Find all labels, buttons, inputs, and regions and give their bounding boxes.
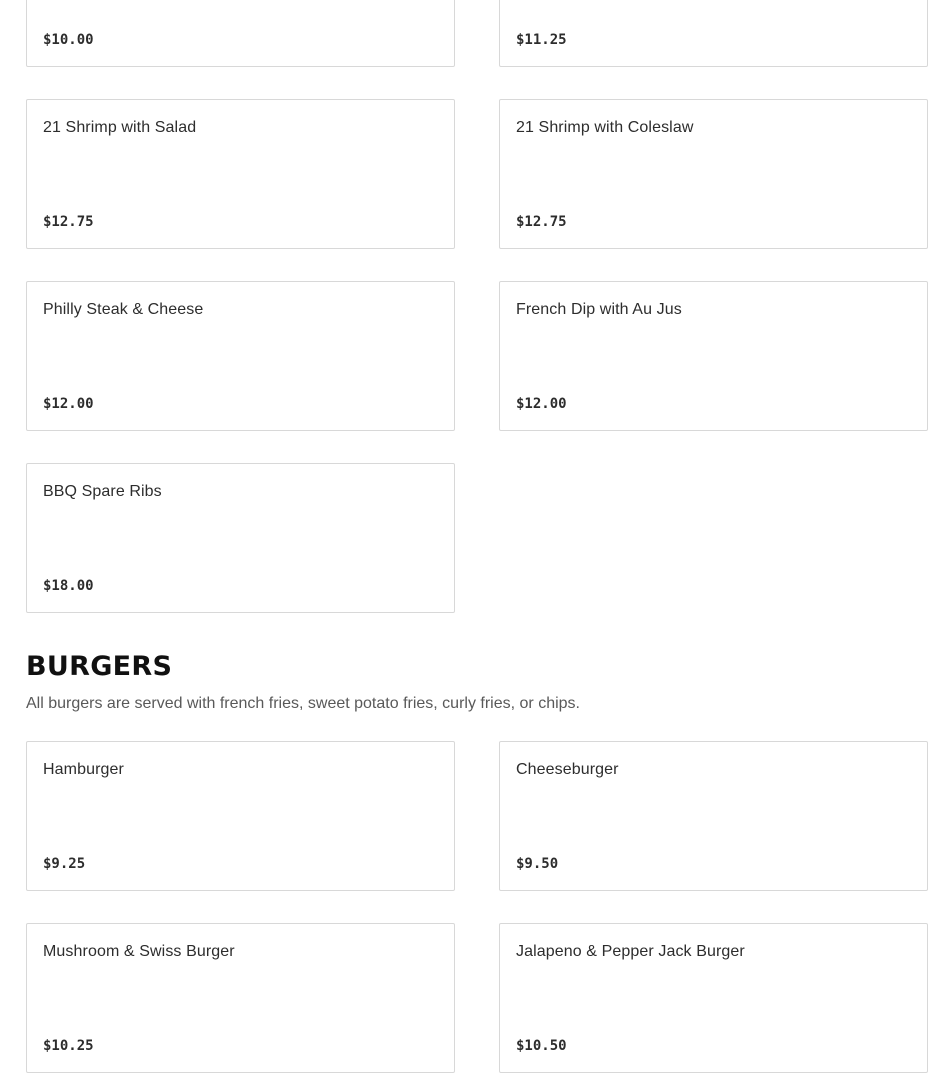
menu-item-price: $10.50 <box>516 1038 567 1054</box>
menu-item-card[interactable] <box>499 923 928 1073</box>
menu-item-price: $11.25 <box>516 32 567 48</box>
menu-item-price: $12.75 <box>43 214 94 230</box>
menu-item-name: 21 Shrimp with Salad <box>43 119 197 136</box>
menu-item-price: $9.25 <box>43 856 86 872</box>
menu-item-card[interactable] <box>26 463 455 613</box>
menu-item-price: $12.75 <box>516 214 567 230</box>
menu-item-card[interactable] <box>26 281 455 431</box>
menu-item-name: Philly Steak & Cheese <box>43 301 204 318</box>
menu-item-card[interactable] <box>26 741 455 891</box>
menu-item-name: 21 Shrimp with Coleslaw <box>516 119 694 136</box>
menu-item-name: Jalapeno & Pepper Jack Burger <box>516 943 745 960</box>
menu-item-card[interactable] <box>26 0 455 67</box>
menu-item-card[interactable] <box>26 923 455 1073</box>
section-description: All burgers are served with french fries, sweet potato fries, curly fries, or chips. <box>26 695 580 712</box>
menu-item-price: $18.00 <box>43 578 94 594</box>
menu-item-price: $12.00 <box>516 396 567 412</box>
menu-item-name: French Dip with Au Jus <box>516 301 682 318</box>
menu-item-name: Cheeseburger <box>516 761 619 778</box>
menu-item-price: $12.00 <box>43 396 94 412</box>
menu-item-name: Mushroom & Swiss Burger <box>43 943 235 960</box>
menu-item-card[interactable] <box>26 99 455 249</box>
menu-item-name: Hamburger <box>43 761 124 778</box>
section-title: BURGERS <box>26 651 173 682</box>
menu-item-card[interactable] <box>499 741 928 891</box>
menu-item-card[interactable] <box>499 99 928 249</box>
menu-item-card[interactable] <box>499 0 928 67</box>
menu-item-price: $10.25 <box>43 1038 94 1054</box>
menu-item-name: BBQ Spare Ribs <box>43 483 162 500</box>
menu-item-card[interactable] <box>499 281 928 431</box>
menu-item-price: $10.00 <box>43 32 94 48</box>
menu-item-price: $9.50 <box>516 856 559 872</box>
